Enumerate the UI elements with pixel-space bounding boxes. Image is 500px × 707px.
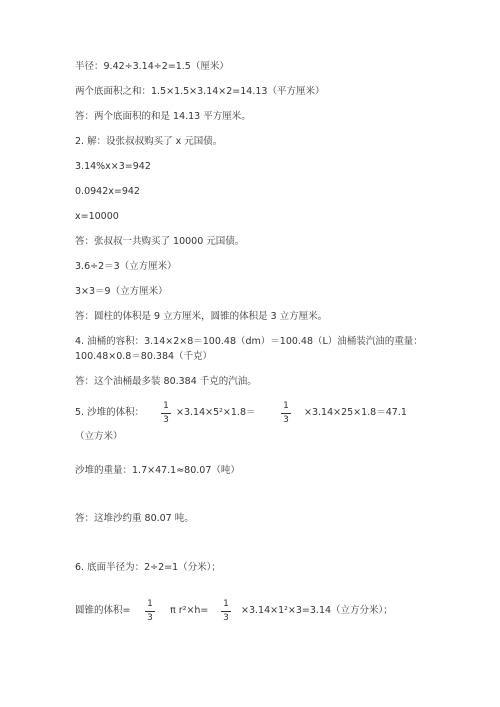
fraction-one-third <box>159 401 173 426</box>
fraction-denominator: 3 <box>147 613 153 623</box>
q5-label: 5. 沙堆的体积： <box>75 407 145 418</box>
fraction-denominator: 3 <box>163 415 169 425</box>
fraction-one-third <box>279 401 293 426</box>
fraction-denominator: 3 <box>223 613 229 623</box>
q6-expression-mid: π r²×h= <box>170 605 209 616</box>
text-line-cone-volume: 3×3＝9（立方厘米） <box>75 286 168 297</box>
q6-expression-end: ×3.14×1²×3=3.14（立方分米）； <box>241 605 393 616</box>
fraction-denominator: 3 <box>283 415 289 425</box>
text-line-q2-setup: 2. 解：设张叔叔购买了 x 元国债。 <box>75 136 223 147</box>
text-line-answer-2: 答：张叔叔一共购买了 10000 元国债。 <box>75 236 245 247</box>
fraction-bar <box>145 611 155 612</box>
fraction-one-third <box>143 599 157 624</box>
text-line-equation-2: 0.0942x=942 <box>75 186 140 197</box>
text-line-answer-5: 答：这堆沙约重 80.07 吨。 <box>75 513 194 524</box>
text-line-cylinder-volume: 3.6÷2＝3（立方厘米） <box>75 261 177 272</box>
text-line-answer-1: 答：两个底面积的和是 14.13 平方厘米。 <box>75 111 251 122</box>
q5-expression-mid: ×3.14×5²×1.8＝ <box>176 407 256 418</box>
q6-label: 圆锥的体积= <box>75 605 131 616</box>
fraction-one-third <box>219 599 233 624</box>
fraction-bar <box>281 413 291 414</box>
text-line-base-area-sum: 两个底面积之和：1.5×1.5×3.14×2=14.13（平方厘米） <box>75 86 325 97</box>
fraction-bar <box>221 611 231 612</box>
fraction-numerator: 1 <box>283 401 289 411</box>
fraction-numerator: 1 <box>147 599 153 609</box>
text-line-answer-3: 答：圆柱的体积是 9 立方厘米，圆锥的体积是 3 立方厘米。 <box>75 311 328 322</box>
text-line-solution: x=10000 <box>75 211 119 222</box>
fraction-numerator: 1 <box>163 401 169 411</box>
text-line-q4-weight: 100.48×0.8＝80.384（千克） <box>75 351 213 362</box>
fraction-bar <box>161 413 171 414</box>
text-line-q6-radius: 6. 底面半径为：2÷2=1（分米）； <box>75 562 221 573</box>
text-line-q4-capacity: 4. 油桶的容积：3.14×2×8＝100.48（dm）＝100.48（L）油桶装汽油的重量： <box>75 336 423 347</box>
text-line-radius: 半径：9.42÷3.14÷2=1.5（厘米） <box>75 61 229 72</box>
q5-expression-end: ×3.14×25×1.8＝47.1 <box>304 407 407 418</box>
text-line-answer-4: 答：这个油桶最多装 80.384 千克的汽油。 <box>75 376 257 387</box>
fraction-numerator: 1 <box>223 599 229 609</box>
text-line-equation-1: 3.14%x×3=942 <box>75 161 151 172</box>
text-line-q5-unit: （立方米） <box>75 431 123 442</box>
text-line-sand-weight: 沙堆的重量：1.7×47.1≈80.07（吨） <box>75 465 240 476</box>
